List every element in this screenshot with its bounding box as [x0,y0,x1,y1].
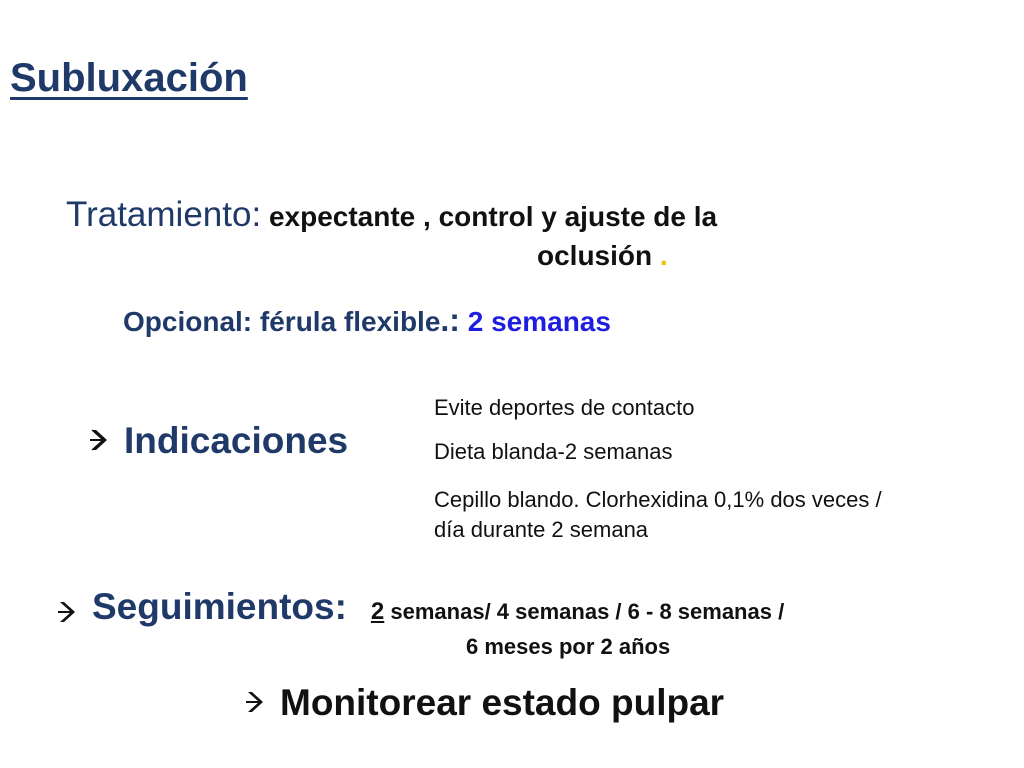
indicaciones-heading: Indicaciones [124,420,349,461]
monitorear-line [244,682,724,724]
tratamiento-dot: . [652,240,668,271]
seguimientos-schedule: semanas/ 4 semanas / 6 - 8 semanas / [384,599,785,624]
monitorear-text: Monitorear estado pulpar [280,682,725,723]
indicacion-item: día durante 2 semana [434,517,649,542]
tratamiento-label: Tratamiento [66,195,252,234]
opcional-line [123,302,611,339]
indicacion-item: Evite deportes de contacto [434,395,695,420]
seguimientos-line [56,586,784,628]
seguimientos-schedule-2: 6 meses por 2 años [466,634,671,659]
seguimientos-heading: Seguimientos: [92,586,347,627]
indicacion-item: Dieta blanda-2 semanas [434,439,673,464]
tratamiento-text: expectante , control y ajuste de la [261,201,718,232]
indicacion-item: Cepillo blando. Clorhexidina 0,1% dos veces / [434,487,882,512]
slide-title: Subluxación [10,56,248,100]
tratamiento-colon: : [251,195,262,234]
arrow-bullet-icon [244,689,270,715]
tratamiento-continuation [537,240,668,272]
arrow-bullet-icon [88,427,114,453]
opcional-label: Opcional: férula flexible [123,306,441,337]
opcional-duration: 2 semanas [459,306,611,337]
tratamiento-line [66,195,717,235]
tratamiento-text-2: oclusión [537,240,653,271]
opcional-separator: .: [440,302,460,338]
indicaciones-heading-row [88,420,348,462]
arrow-bullet-icon [56,599,82,625]
seguimientos-first-number: 2 [370,598,385,625]
